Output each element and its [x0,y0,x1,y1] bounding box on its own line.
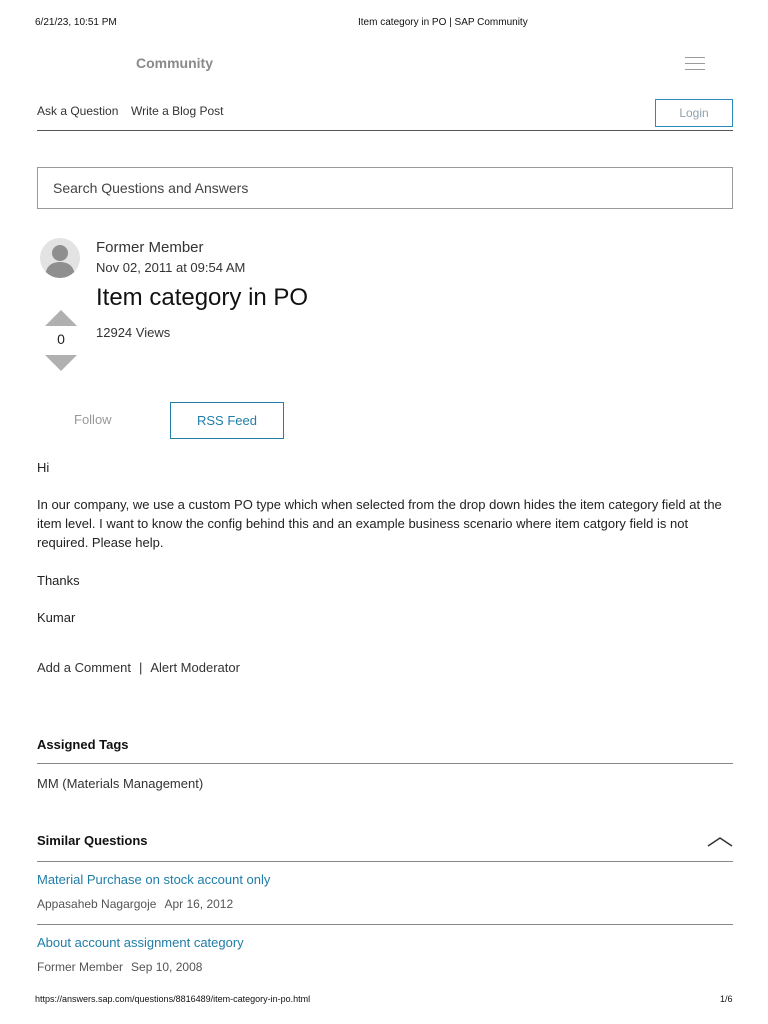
divider [37,763,733,764]
similar-questions-heading: Similar Questions [37,833,148,848]
similar-question-meta [37,897,233,911]
downvote-icon[interactable] [45,355,77,371]
print-datetime: 6/21/23, 10:51 PM [35,17,117,28]
page-title: Item category in PO [96,284,309,311]
similar-question-link[interactable]: About account assignment category [37,935,244,950]
vote-count: 0 [57,331,65,347]
chevron-up-icon[interactable] [707,834,733,848]
tag-item[interactable]: MM (Materials Management) [37,776,204,791]
follow-button[interactable]: Follow [74,412,112,427]
print-page-number: 1/6 [720,994,733,1004]
divider [37,924,733,925]
body-paragraph: Kumar [37,610,76,625]
question-author[interactable]: Former Member [96,239,204,256]
similar-question-meta [37,960,202,974]
similar-question-author[interactable]: Appasaheb Nagargoje [37,897,157,911]
body-paragraph: In our company, we use a custom PO type which when selected from the drop down hides the item category field at the item level. I want to know the config behind this and an example business scenario where item catgory field is not required. Please help. [37,497,722,550]
similar-question-date: Apr 16, 2012 [164,897,234,911]
add-comment-link[interactable]: Add a Comment [37,660,131,675]
similar-question-link[interactable]: Material Purchase on stock account only [37,872,271,887]
similar-question-date: Sep 10, 2008 [131,960,203,974]
alert-moderator-link[interactable]: Alert Moderator [150,660,240,675]
rss-feed-button[interactable]: RSS Feed [170,402,284,439]
search-input[interactable] [37,167,733,209]
question-date: Nov 02, 2011 at 09:54 AM [96,260,246,275]
assigned-tags-heading: Assigned Tags [37,737,129,752]
view-count: 12924 Views [96,325,171,340]
print-page-title: Item category in PO | SAP Community [358,17,528,28]
ask-question-link[interactable]: Ask a Question [37,104,119,118]
question-actions [37,660,240,675]
login-button[interactable]: Login [655,99,733,127]
action-separator: | [138,660,143,675]
print-url: https://answers.sap.com/questions/8816489/item-category-in-po.html [35,994,311,1004]
user-icon [40,238,80,278]
similar-question-author[interactable]: Former Member [37,960,124,974]
header-divider [37,130,733,131]
avatar [40,238,80,278]
write-blog-post-link[interactable]: Write a Blog Post [131,104,224,118]
upvote-icon[interactable] [45,310,77,326]
menu-icon[interactable] [685,57,705,71]
body-paragraph: Thanks [37,573,80,588]
divider [37,861,733,862]
body-paragraph: Hi [37,460,50,475]
site-brand[interactable]: Community [136,55,213,71]
